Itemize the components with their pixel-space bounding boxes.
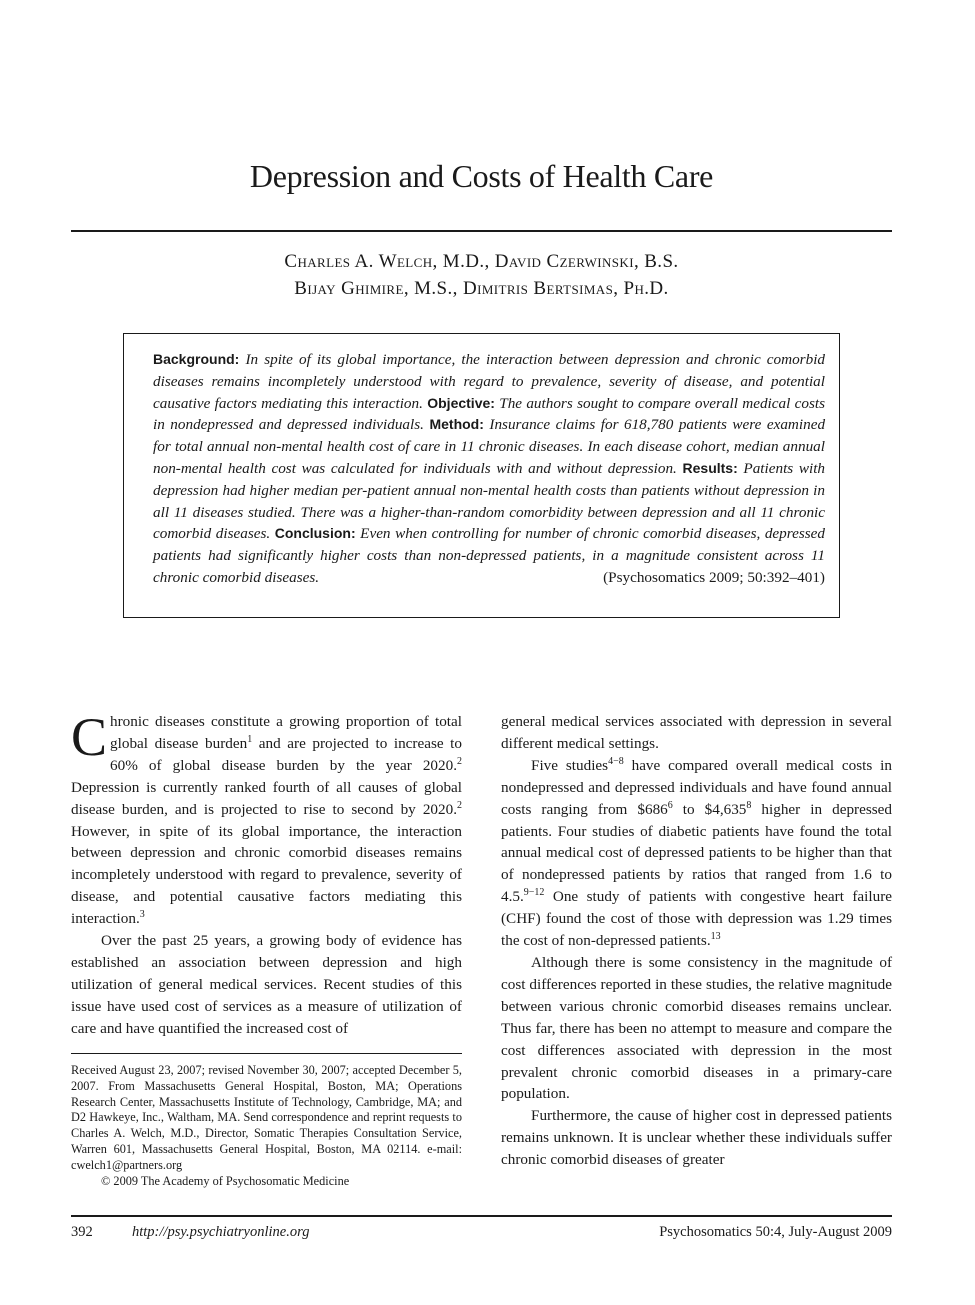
abstract-objective-label: Objective: xyxy=(427,394,495,411)
author-line-2: Bijay Ghimire, M.S., Dimitris Bertsimas, Ph.D. xyxy=(294,278,669,299)
body-paragraph: Five studies$^{4-8}$ have compared overall medical costs in nondepressed and depressed individuals and have found annual costs ranging from $\$686^6$ to $4,635$^8$ higher in depressed patients. Four studies of diabetic patients have found the total annual medical cost of depressed patients to be higher than that of nondepressed patients by ratios that ranged from 1.6 to 4.5.$^{9-12}$ One study of patients with congestive heart failure (CHF) found the cost of those with depression was 1.29 times the cost of non-depressed patients.$^{13}$ xyxy=(501,755,892,950)
reference-marker: 9−12 xyxy=(523,887,545,899)
reference-marker: 2 xyxy=(457,799,462,811)
abstract-background-label: Background: xyxy=(153,351,240,367)
reference-marker: 8 xyxy=(746,799,752,811)
body-column-left xyxy=(71,707,462,1040)
abstract-text xyxy=(153,349,825,589)
body-paragraph: Although there is some consistency in the magnitude of cost differences reported in these studies, the relative magnitude between various chronic comorbid diseases remains unclear. Thus far, there has been no attempt to measure and compare the cost differences associated with depression in the most prevalent chronic comorbid diseases in a primary-care population. xyxy=(501,953,892,1103)
body-paragraph: Chronic diseases constitute a growing proportion of total global disease burden$^1$ and are projected to increase to 60% of global disease burden by the year 2020.$^2$ Depression is currently ranked fourth of all causes of global disease burden, and is projected to rise to second by 2020.$^2$ However, in spite of its global importance, the interaction between depression and chronic comorbid diseases remains incompletely understood with regard to prevalence, severity of disease, and potential causative factors mediating this interaction.$^3$ xyxy=(71,707,462,928)
footnote-divider xyxy=(71,1053,462,1054)
footnote-text: Received August 23, 2007; revised November 30, 2007; accepted December 5, 2007. From Massachusetts General Hospital, Boston, MA; Operations Research Center, Massachusetts Institute of Technology, Cambridge, MA; and D2 Hawkeye, Inc., Waltham, MA. Send correspondence and reprint requests to Charles A. Welch, M.D., Director, Somatic Therapies Consultation Service, Warren 601, Massachusetts General Hospital, Boston, MA 02114. e-mail: cwelch1@partners.org xyxy=(71,1063,462,1172)
abstract-conclusion-label: Conclusion: xyxy=(274,525,356,542)
reference-marker: 13 xyxy=(710,931,721,942)
author-list xyxy=(0,248,963,302)
article-title: Depression and Costs of Health Care xyxy=(249,158,714,194)
journal-issue: Psychosomatics 50:4, July-August 2009 xyxy=(659,1224,892,1240)
body-paragraph: general medical services associated with depression in several different medical settings. xyxy=(501,713,892,752)
abstract-objective-text: The authors sought to compare overall medical costs in nondepressed and depressed individuals. xyxy=(153,394,825,434)
abstract-background-text: In spite of its global importance, the interaction between depression and chronic comorbid diseases remains incompletely understood with regard to prevalence, severity of disease, and potential causative factors mediating this interaction. xyxy=(153,351,826,412)
page-number: 392 xyxy=(71,1224,93,1240)
drop-cap: C xyxy=(71,707,108,767)
reference-marker: 1 xyxy=(247,733,253,745)
body-paragraph: Over the past 25 years, a growing body of evidence has established an association between depression and high utilization of general medical services. Recent studies of this issue have used cost of services as a measure of utilization of care and have quantified the increased cost of xyxy=(71,932,462,1037)
body-paragraph: Furthermore, the cause of higher cost in depressed patients remains unknown. It is unclear whether these individuals suffer chronic comorbid diseases of greater xyxy=(501,1107,892,1169)
abstract-method-label: Method: xyxy=(429,416,484,433)
abstract-results-text: Patients with depression had higher median per-patient annual non-mental health costs than patients without depression in all 11 diseases studied. There was a higher-than-random comorbidity between depression and all 11 chronic comorbid diseases. xyxy=(153,459,826,543)
abstract-conclusion-text: Even when controlling for number of chronic comorbid diseases, depressed patients had significantly higher costs than non-depressed patients, in a magnitude consistent across 11 chronic comorbid diseases. xyxy=(153,525,825,586)
author-line-1: Charles A. Welch, M.D., David Czerwinski, B.S. xyxy=(284,251,679,272)
reference-marker: 2 xyxy=(457,755,462,767)
reference-marker: 6 xyxy=(667,799,673,811)
body-column-right xyxy=(501,711,892,1171)
copyright-notice: © 2009 The Academy of Psychosomatic Medicine xyxy=(101,1173,350,1188)
abstract-citation: (Psychosomatics 2009; 50:392–401) xyxy=(603,568,825,586)
journal-url-link[interactable]: http://psy.psychiatryonline.org xyxy=(132,1224,310,1240)
title-divider xyxy=(71,230,892,232)
abstract-box xyxy=(123,333,840,618)
reference-marker: 4−8 xyxy=(608,755,624,767)
reference-marker: 3 xyxy=(139,909,145,921)
footer-divider xyxy=(71,1215,892,1217)
abstract-method-text: Insurance claims for 618,780 patients were examined for total annual non-mental health cost of care in 11 chronic diseases. In each disease cohort, median annual non-mental health cost was calculated for individuals with and without depression. xyxy=(153,416,826,477)
abstract-results-label: Results: xyxy=(682,459,738,476)
footnote xyxy=(71,1063,462,1189)
